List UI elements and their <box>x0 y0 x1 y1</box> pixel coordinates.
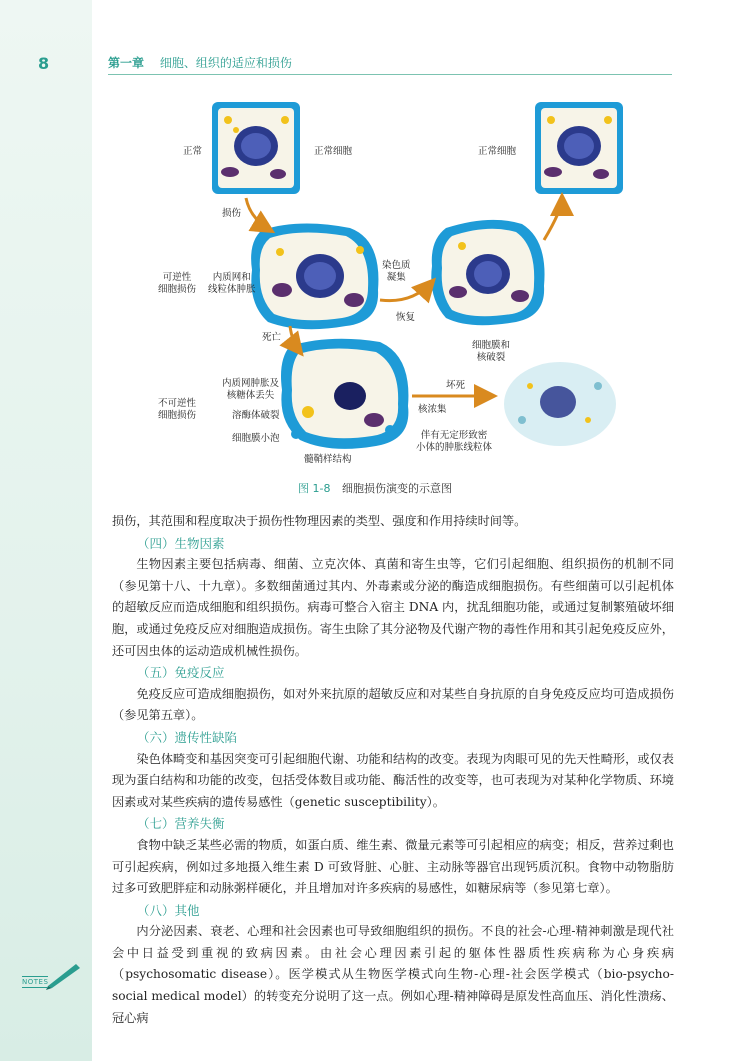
label-necrosis: 坏死 <box>446 380 466 391</box>
running-head <box>108 54 672 75</box>
label-irreversible-line1: 不可逆性 <box>158 398 197 409</box>
section-heading-immune: （五）免疫反应 <box>137 665 225 681</box>
label-reversible-line2: 细胞损伤 <box>158 284 197 295</box>
chapter-title: 细胞、组织的适应和损伤 <box>159 56 292 70</box>
section-heading-other: （八）其他 <box>137 902 200 918</box>
paragraph-other: 内分泌因素、衰老、心理和社会因素也可导致细胞组织的损伤。不良的社会-心理-精神刺激是现代社会中日益受到重视的致病因素。由社会心理因素引起的躯体性器质性疾病称为心身疾病（psychosomatic disease）。医学模式从生物医学模式向生物-心理-社会医学模式（bio-psycho-social medical model）的转变充分说明了这一点。例如心理-精神障碍是原发性高血压、消化性溃疡、冠心病 <box>112 924 674 1025</box>
section-heading-nutrition: （七）营养失衡 <box>137 816 225 832</box>
body-text <box>112 511 674 1029</box>
label-er-swell-line2: 核糖体丢失 <box>226 390 275 401</box>
section-heading-genetic: （六）遗传性缺陷 <box>137 729 238 745</box>
label-normal-cell-right: 正常细胞 <box>478 146 517 157</box>
label-reversible <box>158 272 196 296</box>
label-er-mito-line2: 线粒体肿胀 <box>208 284 256 295</box>
cell-injury-figure <box>150 90 630 475</box>
recovering-cell <box>431 220 544 325</box>
figure-caption <box>0 480 750 496</box>
label-membrane-line1: 细胞膜和 <box>472 340 511 351</box>
figure-number: 图 1-8 <box>298 482 331 495</box>
section-heading-biological: （四）生物因素 <box>137 535 225 551</box>
paragraph-nutrition: 食物中缺乏某些必需的物质，如蛋白质、维生素、微量元素等可引起相应的病变；相反，营养过剩也可引起疾病，例如过多地摄入维生素 D 可致肾脏、心脏、主动脉等器官出现钙质沉积。食物中动物脂肪过多可致肥胖症和动脉粥样硬化，并且增加对许多疾病的易感性，如糖尿病等（参见第七章）。 <box>112 837 674 896</box>
label-reversible-line1: 可逆性 <box>162 272 192 283</box>
label-injury: 损伤 <box>222 208 242 219</box>
label-normal-cell: 正常细胞 <box>314 146 353 157</box>
label-death: 死亡 <box>262 332 282 343</box>
irreversible-cell <box>281 339 408 449</box>
label-blebs: 细胞膜小泡 <box>232 433 280 444</box>
label-membrane <box>472 340 510 364</box>
paragraph-biological: 生物因素主要包括病毒、细菌、立克次体、真菌和寄生虫等，它们引起细胞、组织损伤的机制不同（参见第十八、十九章）。多数细菌通过其内、外毒素或分泌的酶造成细胞损伤。有些细菌可以引起机体的超敏反应而造成细胞和组织损伤。病毒可整合入宿主 DNA 内，扰乱细胞功能，或通过复制繁殖破坏细胞，或通过免疫反应对细胞造成损伤。寄生虫除了其分泌物及代谢产物的毒性作用和其引起免疫反应外，还可因虫体的运动造成机械性损伤。 <box>112 557 674 658</box>
page-sidebar <box>0 0 92 1061</box>
paragraph-genetic: 染色体畸变和基因突变可引起细胞代谢、功能和结构的改变。表现为肉眼可见的先天性畸形，或仅表现为蛋白结构和功能的改变，包括受体数目或功能、酶活性的改变等，也可表现为对某种化学物质、环境因素或对某些疾病的遗传易感性（genetic susceptibility）。 <box>112 751 674 809</box>
label-amorphous <box>416 430 492 454</box>
normal-cell-left <box>212 102 300 194</box>
recovery-arrow <box>380 282 432 301</box>
label-membrane-line2: 核破裂 <box>476 352 506 363</box>
notes-label: NOTES <box>22 978 49 986</box>
page-number: 8 <box>38 54 50 73</box>
label-recovery: 恢复 <box>396 312 416 323</box>
paragraph-immune: 免疫反应可造成细胞损伤，如对外来抗原的超敏反应和对某些自身抗原的自身免疫反应均可造成损伤（参见第五章）。 <box>112 686 674 723</box>
label-amorphous-line1: 伴有无定形致密 <box>420 430 488 441</box>
return-arrow <box>544 198 562 240</box>
label-chromatin-line1: 染色质 <box>382 260 411 271</box>
label-irreversible-line2: 细胞损伤 <box>158 410 197 421</box>
label-amorphous-line2: 小体的肿胀线粒体 <box>416 442 493 453</box>
reversible-cell <box>251 223 378 329</box>
label-er-swell <box>222 378 279 402</box>
chapter-label: 第一章 <box>108 56 145 70</box>
label-er-mito <box>208 272 256 296</box>
label-er-swell-line1: 内质网肿胀及 <box>222 378 280 389</box>
paragraph-continuation: 损伤，其范围和程度取决于损伤性物理因素的类型、强度和作用持续时间等。 <box>112 514 527 528</box>
necrotic-cell <box>504 362 616 446</box>
label-chromatin-line2: 凝集 <box>386 272 406 283</box>
normal-cell-right <box>535 102 623 194</box>
injury-arrow <box>246 198 270 230</box>
figure-caption-text: 细胞损伤演变的示意图 <box>341 482 452 495</box>
label-myelin: 髓鞘样结构 <box>304 454 352 465</box>
label-er-mito-line1: 内质网和 <box>212 272 251 283</box>
label-normal: 正常 <box>183 146 203 157</box>
label-lysosome: 溶酶体破裂 <box>232 410 280 421</box>
label-pyknosis: 核浓集 <box>418 404 447 415</box>
label-irreversible <box>158 398 196 422</box>
label-chromatin <box>382 260 411 284</box>
